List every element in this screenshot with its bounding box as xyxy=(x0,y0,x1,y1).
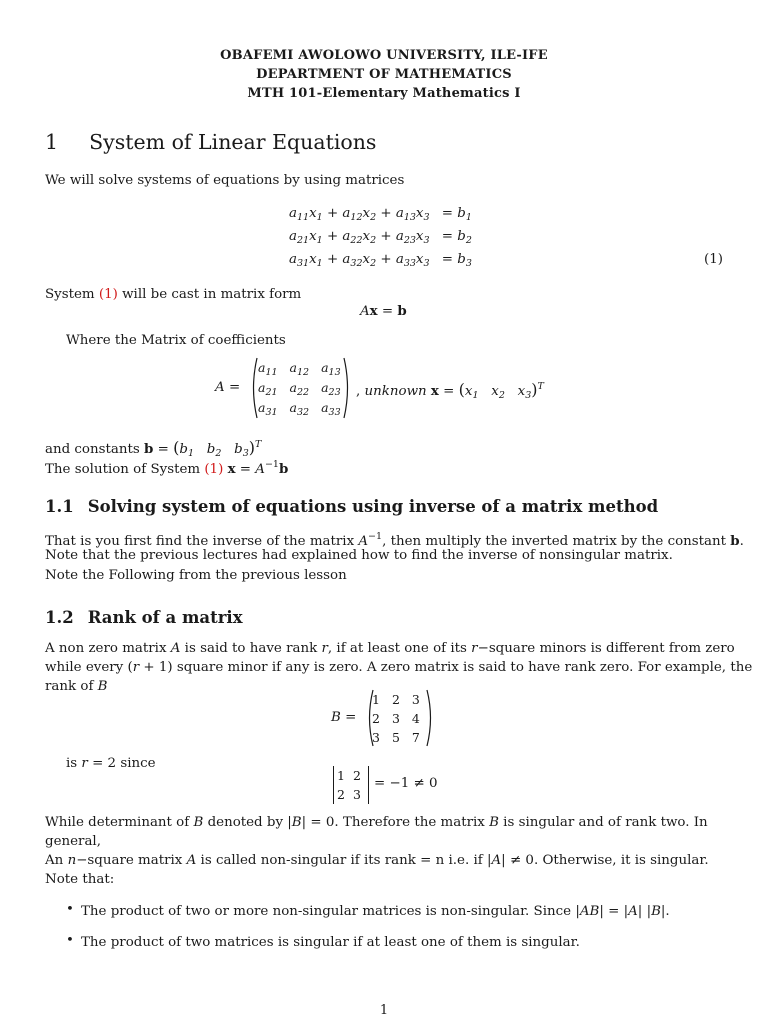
bullet-2: • xyxy=(66,933,74,948)
equation-number: (1) xyxy=(704,252,723,267)
constants-text: and constants $b = (b_1$ $b_2$ $b_3)^T$ xyxy=(45,438,262,459)
rank-line-3: rank of B xyxy=(45,679,108,694)
coefficient-matrix: $a_{11}$ $a_{12}$ $a_{13}$ $a_{21}$ $a_{22}$ $a_{23}$ $a_{31}$ $a_{32}$ $a_{33}$ xyxy=(258,360,341,418)
section-1-intro: We will solve systems of equations by using matrices xyxy=(45,173,405,188)
equation-row-1: $a_{11}x_1 + a_{12}x_2 + a_{13}x_3 = b_1$ xyxy=(289,206,472,223)
equation-ref-2[interactable]: (1) xyxy=(204,462,224,477)
minor-value: = −1 ≠ 0 xyxy=(374,776,438,791)
general-text: general, xyxy=(45,834,101,849)
rank-statement: is r = 2 since xyxy=(66,756,156,771)
section-1-number: 1 xyxy=(45,130,59,154)
rank-line-2: while every (r + 1) square minor if any is zero. A zero matrix is said to have rank zero. For example, the xyxy=(45,660,753,675)
equation-row-2: $a_{21}x_1 + a_{22}x_2 + a_{23}x_3 = b_2$ xyxy=(289,229,472,246)
section-1-1-line-2: Note that the previous lectures had explained how to find the inverse of nonsingular matrix. xyxy=(45,548,673,563)
minor-matrix: 1 2 2 3 xyxy=(337,768,361,802)
section-1-title: System of Linear Equations xyxy=(89,130,377,154)
coefficients-text: Where the Matrix of coefficients xyxy=(66,333,286,348)
rank-line-1: A non zero matrix A is said to have rank r, if at least one of its r−square minors is different from zero xyxy=(45,641,735,656)
matrix-B-label: B = xyxy=(331,710,357,725)
section-1-1-line-1: That is you first find the inverse of the matrix $A^{-1}$, then multiply the inverted matrix by the constant b. xyxy=(45,531,744,549)
matrix-A-label: A = xyxy=(215,380,241,395)
det-bar-right xyxy=(368,766,369,804)
university-title: OBAFEMI AWOLOWO UNIVERSITY, ILE-IFE xyxy=(220,48,548,63)
equation-ref[interactable]: (1) xyxy=(98,287,118,302)
department-title: DEPARTMENT OF MATHEMATICS xyxy=(256,67,512,82)
matrix-equation: Ax = b xyxy=(360,303,407,319)
solution-text: The solution of System (1) $x = A^{-1}b$ xyxy=(45,459,289,477)
section-1-heading xyxy=(45,130,376,154)
right-paren-A xyxy=(342,357,352,419)
matrix-B: 1 2 3 2 3 4 3 5 7 xyxy=(372,692,420,745)
section-1-2-heading: 1.2 Rank of a matrix xyxy=(45,608,243,627)
bullet-2-text: The product of two matrices is singular if at least one of them is singular. xyxy=(81,935,580,950)
determinant-line: While determinant of B denoted by |B| = 0. Therefore the matrix B is singular and of rank two. In xyxy=(45,815,708,830)
note-text: Note that: xyxy=(45,872,115,887)
matrix-form-text: System (1) will be cast in matrix form xyxy=(45,287,302,302)
course-title: MTH 101-Elementary Mathematics I xyxy=(247,86,521,101)
section-1-1-line-3: Note the Following from the previous lesson xyxy=(45,568,347,583)
unknown-vector: , unknown $x = (x_1$ $x_2$ $x_3)^T$ xyxy=(356,380,544,401)
section-1-1-heading: 1.1 Solving system of equations using inverse of a matrix method xyxy=(45,497,659,516)
page-number: 1 xyxy=(379,1003,389,1018)
right-paren-B xyxy=(425,689,435,747)
bullet-1-text: The product of two or more non-singular matrices is non-singular. Since |AB| = |A| |B|. xyxy=(81,904,670,919)
nonsingular-definition: An n−square matrix A is called non-singular if its rank = n i.e. if |A| ≠ 0. Otherwise, it is singular. xyxy=(45,853,709,868)
equation-row-3: $a_{31}x_1 + a_{32}x_2 + a_{33}x_3 = b_3$ xyxy=(289,252,472,269)
bullet-1: • xyxy=(66,902,74,917)
